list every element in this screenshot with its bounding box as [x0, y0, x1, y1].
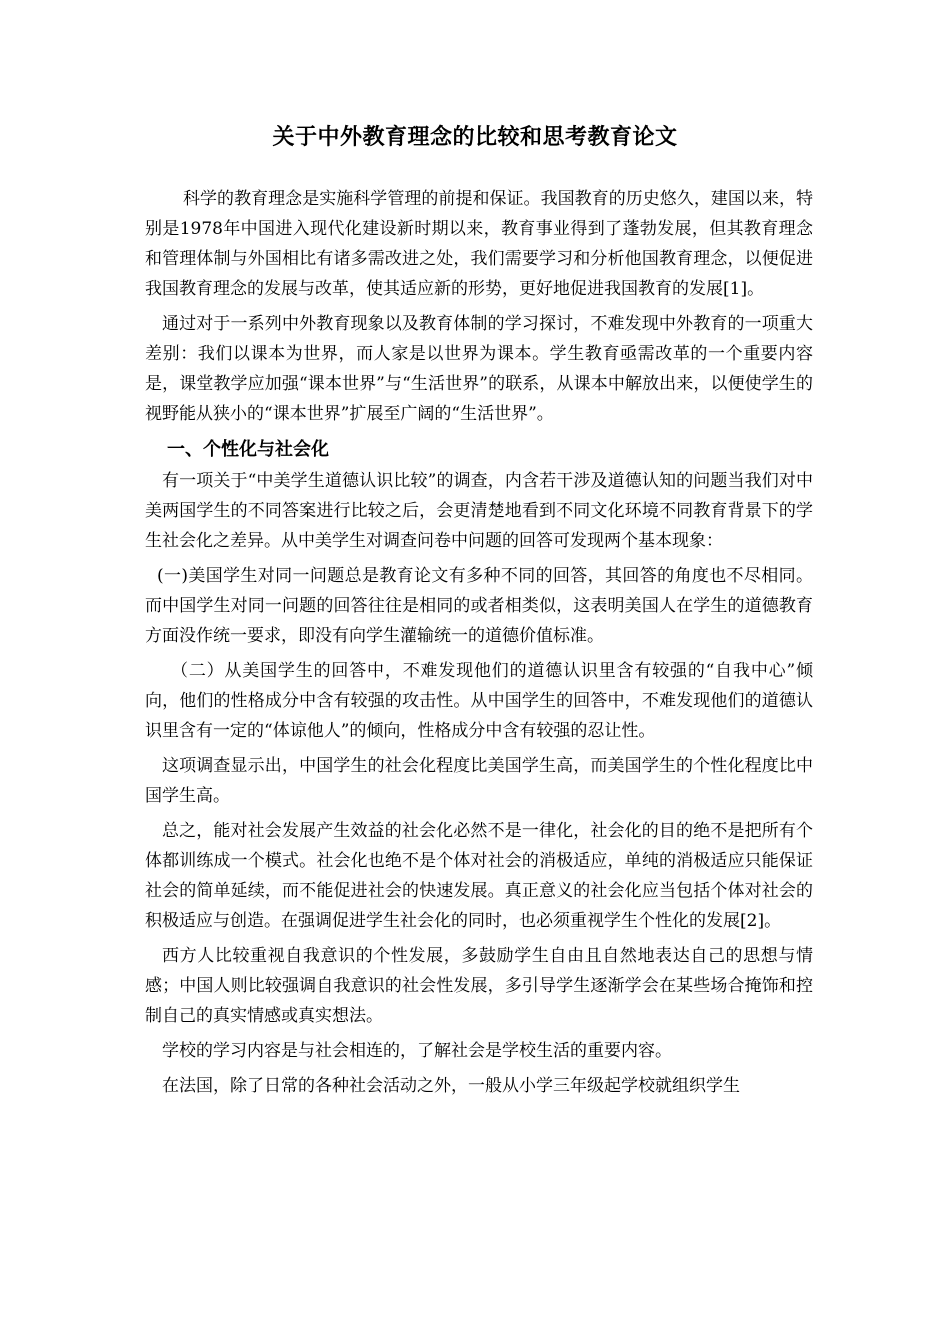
- paragraph-survey-result: 这项调查显示出，中国学生的社会化程度比美国学生高，而美国学生的个性化程度比中国学生高。: [145, 756, 813, 806]
- paragraph-point-one: (一)美国学生对同一问题总是教育论文有多种不同的回答，其回答的角度也不尽相同。而中国学生对同一问题的回答往往是相同的或者相类似，这表明美国人在学生的道德教育方面没作统一要求，即没有向学生灌输统一的道德价值标准。: [145, 566, 813, 646]
- section-heading-individualization: 一、个性化与社会化: [167, 439, 329, 460]
- paragraph-difference: 通过对于一系列中外教育现象以及教育体制的学习探讨，不难发现中外教育的一项重大差别：我们以课本为世界，而人家是以世界为课本。学生教育亟需改革的一个重要内容是，课堂教学应加强“课本世界”与“生活世界”的联系，从课本中解放出来，以便使学生的视野能从狭小的“课本世界”扩展至广阔的“生活世界”。: [145, 314, 813, 424]
- paragraph-survey: 有一项关于“中美学生道德认识比较”的调查，内含若干涉及道德认知的问题当我们对中美两国学生的不同答案进行比较之后，会更清楚地看到不同文化环境不同教育背景下的学生社会化之差异。从中美学生对调查问卷中问题的回答可发现两个基本现象：: [145, 471, 813, 551]
- paragraph-school-society: 学校的学习内容是与社会相连的，了解社会是学校生活的重要内容。: [162, 1041, 672, 1061]
- paragraph-france: 在法国，除了日常的各种社会活动之外，一般从小学三年级起学校就组织学生: [162, 1076, 740, 1096]
- paragraph-western-chinese: 西方人比较重视自我意识的个性发展，多鼓励学生自由且自然地表达自己的思想与情感；中国人则比较强调自我意识的社会性发展，多引导学生逐渐学会在某些场合掩饰和控制自己的真实情感或真实想法。: [145, 946, 813, 1026]
- document-body: [145, 184, 813, 1101]
- document-title: 关于中外教育理念的比较和思考教育论文: [272, 125, 678, 150]
- paragraph-conclusion: 总之，能对社会发展产生效益的社会化必然不是一律化，社会化的目的绝不是把所有个体都训练成一个模式。社会化也绝不是个体对社会的消极适应，单纯的消极适应只能保证社会的简单延续，而不能促进社会的快速发展。真正意义的社会化应当包括个体对社会的积极适应与创造。在强调促进学生社会化的同时，也必须重视学生个性化的发展[2]。: [145, 821, 813, 931]
- paragraph-point-two: （二）从美国学生的回答中，不难发现他们的道德认识里含有较强的“自我中心”倾向，他们的性格成分中含有较强的攻击性。从中国学生的回答中，不难发现他们的道德认识里含有一定的“体谅他人”的倾向，性格成分中含有较强的忍让性。: [145, 661, 813, 741]
- paragraph-intro: 科学的教育理念是实施科学管理的前提和保证。我国教育的历史悠久，建国以来，特别是1978年中国进入现代化建设新时期以来，教育事业得到了蓬勃发展，但其教育理念和管理体制与外国相比有诸多需改进之处，我们需要学习和分析他国教育理念，以便促进我国教育理念的发展与改革，使其适应新的形势，更好地促进我国教育的发展[1]。: [145, 189, 813, 299]
